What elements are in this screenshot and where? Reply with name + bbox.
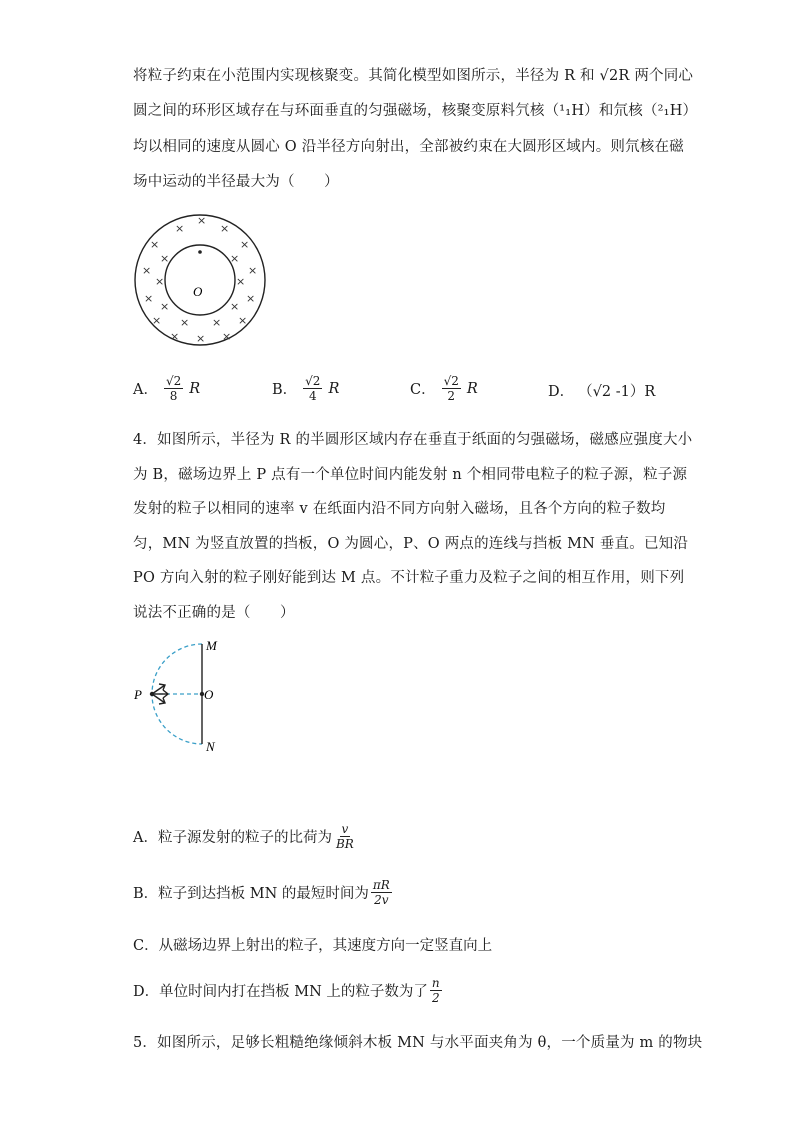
center-label: O xyxy=(193,284,203,299)
denominator: 2v xyxy=(374,893,389,907)
svg-text:×: × xyxy=(175,222,185,235)
denominator: BR xyxy=(335,837,354,851)
q4-semicircle-figure xyxy=(128,632,228,757)
choice-suffix: R xyxy=(466,380,478,397)
numerator: n xyxy=(431,976,440,990)
svg-text:×: × xyxy=(144,292,154,305)
svg-text:×: × xyxy=(142,264,152,277)
choice-suffix: R xyxy=(189,380,201,397)
numerator: √2 xyxy=(443,374,459,388)
fraction xyxy=(303,374,322,403)
q4-text-line-2: 为 B，磁场边界上 P 点有一个单位时间内能发射 n 个相同带电粒子的粒子源，粒子源 xyxy=(133,467,688,483)
choice-letter: C． xyxy=(410,382,436,398)
svg-text:×: × xyxy=(196,332,206,345)
q5-text-line-1: 5．如图所示，足够长粗糙绝缘倾斜木板 MN 与水平面夹角为 θ，一个质量为 m 的物块 xyxy=(133,1035,703,1051)
numerator: √2 xyxy=(165,374,182,388)
q3-choice-b[interactable] xyxy=(272,374,339,403)
svg-text:×: × xyxy=(160,252,170,265)
fraction xyxy=(164,374,183,403)
svg-text:×: × xyxy=(220,222,230,235)
q3-text-line-1: 将粒子约束在小范围内实现核聚变。其简化模型如图所示，半径为 R 和 √2R 两个同心 xyxy=(133,68,694,84)
svg-text:×: × xyxy=(152,314,162,327)
svg-text:×: × xyxy=(160,300,170,313)
q4-text-line-3: 发射的粒子以相同的速率 v 在纸面内沿不同方向射入磁场，且各个方向的粒子数均 xyxy=(133,501,666,517)
svg-text:×: × xyxy=(248,264,258,277)
svg-text:×: × xyxy=(246,292,256,305)
svg-text:×: × xyxy=(230,300,240,313)
q4-text-line-5: PO 方向入射的粒子刚好能到达 M 点。不计粒子重力及粒子之间的相互作用，则下列 xyxy=(133,570,685,586)
numerator: v xyxy=(341,822,349,836)
inner-circle xyxy=(165,245,235,315)
q4-text-line-1: 4．如图所示，半径为 R 的半圆形区域内存在垂直于纸面的匀强磁场，磁感应强度大小 xyxy=(133,432,693,448)
label-n: N xyxy=(206,739,215,754)
option-text: B．粒子到达挡板 MN 的最短时间为 xyxy=(133,886,369,902)
svg-text:×: × xyxy=(150,238,160,251)
svg-text:×: × xyxy=(170,330,180,343)
q4-option-b[interactable] xyxy=(133,878,394,907)
q3-concentric-field-figure xyxy=(130,210,270,350)
fraction xyxy=(371,878,392,907)
svg-text:×: × xyxy=(155,275,165,288)
q3-choice-c[interactable] xyxy=(410,374,478,403)
svg-text:×: × xyxy=(236,275,246,288)
label-m: M xyxy=(206,638,217,653)
svg-text:×: × xyxy=(238,314,248,327)
fraction xyxy=(334,822,356,851)
denominator: 2 xyxy=(431,991,440,1005)
option-text: A．粒子源发射的粒子的比荷为 xyxy=(133,830,332,846)
svg-text:×: × xyxy=(212,316,222,329)
choice-letter: B． xyxy=(272,382,298,398)
svg-text:×: × xyxy=(222,330,232,343)
numerator: πR xyxy=(372,878,390,892)
q3-choice-a[interactable] xyxy=(133,374,200,403)
label-p: P xyxy=(134,687,142,702)
svg-text:×: × xyxy=(197,214,207,227)
source-arrows xyxy=(152,684,168,704)
option-text: C．从磁场边界上射出的粒子，其速度方向一定竖直向上 xyxy=(133,938,493,954)
q4-option-a[interactable] xyxy=(133,822,358,851)
choice-letter: A． xyxy=(133,382,158,398)
denominator: 2 xyxy=(447,389,456,403)
svg-text:×: × xyxy=(180,316,190,329)
q4-option-d[interactable] xyxy=(133,976,444,1005)
choice-suffix: R xyxy=(328,380,340,397)
q3-choice-d[interactable] xyxy=(548,380,655,401)
q3-text-line-2: 圆之间的环形区域存在与环面垂直的匀强磁场，核聚变原料氕核（¹₁H）和氘核（²₁H） xyxy=(133,103,698,119)
denominator: 4 xyxy=(308,389,317,403)
q3-text-line-3: 均以相同的速度从圆心 O 沿半径方向射出，全部被约束在大圆形区域内。则氘核在磁 xyxy=(133,139,684,155)
center-dot xyxy=(198,250,202,254)
label-o: O xyxy=(204,687,214,702)
numerator: √2 xyxy=(305,374,321,388)
q4-text-line-6: 说法不正确的是（ ） xyxy=(133,605,295,621)
field-marks xyxy=(142,214,257,345)
q3-text-line-4: 场中运动的半径最大为（ ） xyxy=(133,174,339,190)
choice-letter: D． xyxy=(548,384,575,400)
fraction xyxy=(442,374,461,403)
choice-text: （√2 -1）R xyxy=(578,384,656,400)
q4-option-c[interactable] xyxy=(133,934,492,955)
q4-text-line-4: 匀，MN 为竖直放置的挡板，O 为圆心，P、O 两点的连线与挡板 MN 垂直。已知沿 xyxy=(133,536,689,552)
svg-text:×: × xyxy=(230,252,240,265)
fraction xyxy=(430,976,442,1005)
option-text: D．单位时间内打在挡板 MN 上的粒子数为了 xyxy=(133,984,428,1000)
denominator: 8 xyxy=(169,389,178,403)
svg-text:×: × xyxy=(240,238,250,251)
